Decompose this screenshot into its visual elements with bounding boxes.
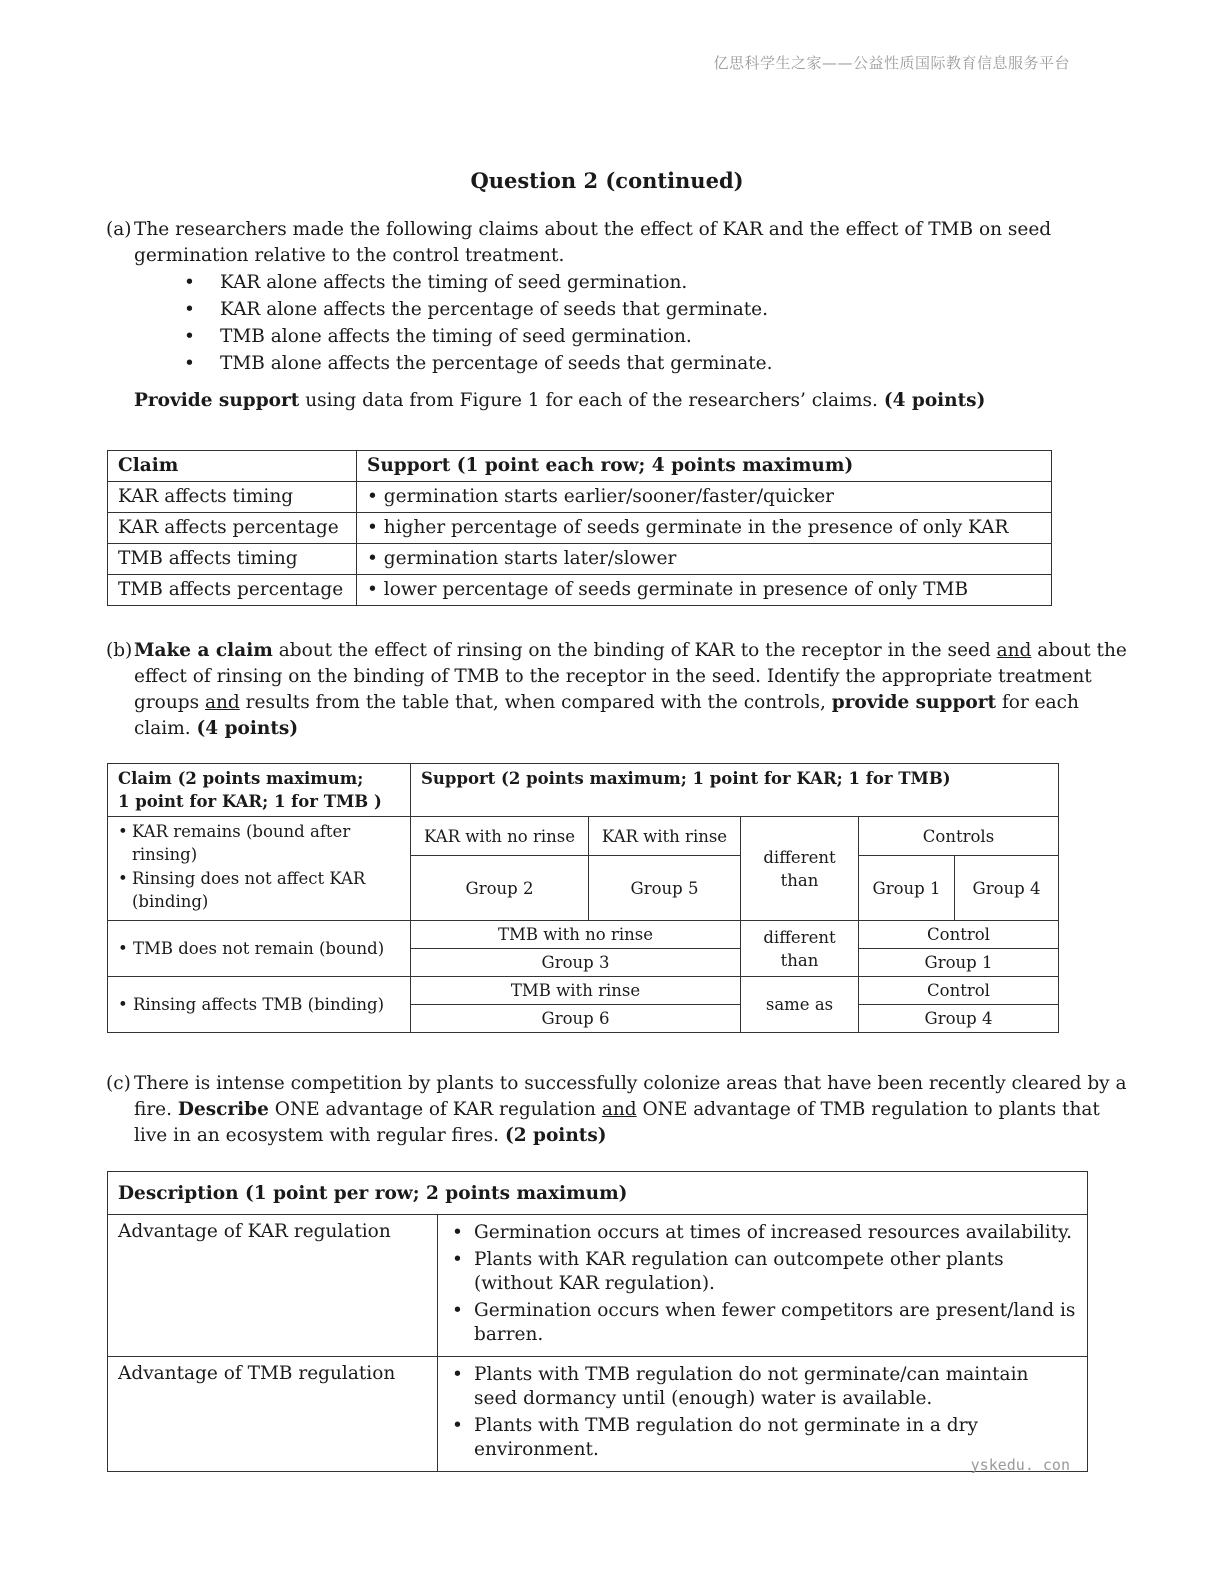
list-item: • Plants with TMB regulation do not germinate in a dry environment. bbox=[448, 1414, 1077, 1462]
claims-support-table bbox=[107, 450, 1052, 606]
header-claim bbox=[108, 764, 411, 817]
header-claim-l2: 1 point for KAR; 1 for TMB ) bbox=[118, 792, 382, 811]
b-l3c: for each bbox=[1001, 692, 1079, 713]
b-line3 bbox=[106, 690, 1106, 716]
instr-points: (4 points) bbox=[883, 390, 986, 411]
table-row bbox=[108, 513, 1052, 544]
c-l2a: fire. bbox=[134, 1099, 173, 1120]
group-4b: Group 4 bbox=[859, 1005, 1059, 1033]
header-support: Support (2 points maximum; 1 point for KAR; 1 for TMB) bbox=[411, 764, 1059, 817]
cell-support: • higher percentage of seeds germinate in the presence of only KAR bbox=[357, 513, 1052, 544]
group-6: Group 6 bbox=[411, 1005, 741, 1033]
page-header: 亿思科学生之家——公益性质国际教育信息服务平台 bbox=[713, 54, 1070, 72]
group-3: Group 3 bbox=[411, 949, 741, 977]
part-b-label: (b) bbox=[106, 640, 133, 661]
page-footer: yskedu. con bbox=[970, 1456, 1070, 1474]
table-row bbox=[108, 544, 1052, 575]
tmb-no-rinse: TMB with no rinse bbox=[411, 921, 741, 949]
table-row bbox=[108, 817, 1059, 856]
c-l2c: ONE advantage of TMB regulation to plants that bbox=[642, 1099, 1100, 1120]
header-support: Support (1 point each row; 4 points maximum) bbox=[357, 451, 1052, 482]
c-points: (2 points) bbox=[504, 1125, 607, 1146]
part-a-claims bbox=[106, 269, 1106, 377]
table-header-row bbox=[108, 451, 1052, 482]
cell-support: • germination starts earlier/sooner/faster/quicker bbox=[357, 482, 1052, 513]
part-c-intro bbox=[106, 1071, 1127, 1149]
kar-no-rinse: KAR with no rinse bbox=[411, 817, 589, 856]
cell-claim: TMB affects percentage bbox=[108, 575, 357, 606]
part-b-intro bbox=[106, 638, 1127, 742]
table-row bbox=[108, 921, 1059, 949]
b-bold1: Make a claim bbox=[134, 640, 273, 661]
c-line1: There is intense competition by plants to successfully colonize areas that have been recently cleared by a bbox=[134, 1073, 1127, 1094]
part-c-label: (c) bbox=[106, 1073, 131, 1094]
part-a-line1: The researchers made the following claims about the effect of KAR and the effect of TMB on seed bbox=[134, 219, 1052, 240]
list-item: • Germination occurs when fewer competitors are present/land is barren. bbox=[448, 1299, 1077, 1347]
part-a-label: (a) bbox=[106, 219, 132, 240]
table-row bbox=[108, 1215, 1088, 1357]
tmb-claim-1: • TMB does not remain (bound) bbox=[108, 921, 411, 977]
instr-bold: Provide support bbox=[134, 390, 300, 411]
b-l3bold: provide support bbox=[831, 692, 997, 713]
table-header-row bbox=[108, 764, 1059, 817]
instr-text: using data from Figure 1 for each of the researchers’ claims. bbox=[305, 390, 878, 411]
table-header-row bbox=[108, 1172, 1088, 1215]
list-item: • Plants with KAR regulation can outcompete other plants (without KAR regulation). bbox=[448, 1248, 1077, 1296]
b-line2: effect of rinsing on the binding of TMB to the receptor in the seed. Identify the appropriate treatment bbox=[134, 666, 1092, 687]
tmb-advantage-label: Advantage of TMB regulation bbox=[108, 1357, 438, 1472]
control-a: Control bbox=[859, 921, 1059, 949]
c-l2b: ONE advantage of KAR regulation bbox=[274, 1099, 596, 1120]
c-l3: live in an ecosystem with regular fires. bbox=[134, 1125, 500, 1146]
cell-claim: KAR affects timing bbox=[108, 482, 357, 513]
cell-claim: KAR affects percentage bbox=[108, 513, 357, 544]
table-row bbox=[108, 482, 1052, 513]
control-b: Control bbox=[859, 977, 1059, 1005]
table-row bbox=[108, 575, 1052, 606]
list-item: • KAR alone affects the timing of seed germination. bbox=[106, 269, 1106, 296]
list-item: • TMB alone affects the percentage of seeds that germinate. bbox=[106, 350, 1106, 377]
cell-support: • lower percentage of seeds germinate in presence of only TMB bbox=[357, 575, 1052, 606]
part-a-line2: germination relative to the control treatment. bbox=[134, 245, 565, 266]
rinsing-table bbox=[107, 763, 1059, 1033]
list-item: • KAR remains (bound after rinsing) bbox=[118, 820, 400, 866]
group-2: Group 2 bbox=[411, 856, 589, 921]
tmb-same-as: same as bbox=[741, 977, 859, 1033]
table-row bbox=[108, 1357, 1088, 1472]
b-points: (4 points) bbox=[196, 718, 299, 739]
c-l2bold: Describe bbox=[177, 1099, 269, 1120]
description-header: Description (1 point per row; 2 points maximum) bbox=[108, 1172, 1088, 1215]
b-l3b: results from the table that, when compared with the controls, bbox=[245, 692, 826, 713]
list-item: • Rinsing does not affect KAR (binding) bbox=[118, 867, 400, 913]
c-line3 bbox=[106, 1123, 1116, 1149]
tmb-claim-2: • Rinsing affects TMB (binding) bbox=[108, 977, 411, 1033]
part-a-intro bbox=[106, 217, 1106, 269]
group-1b: Group 1 bbox=[859, 949, 1059, 977]
kar-advantage-label: Advantage of KAR regulation bbox=[108, 1215, 438, 1357]
kar-advantage-items bbox=[438, 1215, 1088, 1357]
header-claim-l1: Claim (2 points maximum; bbox=[118, 769, 364, 788]
group-1: Group 1 bbox=[859, 856, 955, 921]
b-line4 bbox=[106, 716, 1106, 742]
cell-support: • germination starts later/slower bbox=[357, 544, 1052, 575]
group-4: Group 4 bbox=[955, 856, 1059, 921]
page-title: Question 2 (continued) bbox=[470, 168, 744, 193]
tmb-advantage-items bbox=[438, 1357, 1088, 1472]
kar-rinse: KAR with rinse bbox=[589, 817, 741, 856]
b-l3a: groups bbox=[134, 692, 200, 713]
c-line2 bbox=[106, 1097, 1116, 1123]
table-row bbox=[108, 977, 1059, 1005]
b-text2: about the bbox=[1037, 640, 1127, 661]
cell-claim: TMB affects timing bbox=[108, 544, 357, 575]
b-text1: about the effect of rinsing on the binding of KAR to the receptor in the seed bbox=[278, 640, 991, 661]
list-item: • Plants with TMB regulation do not germinate/can maintain seed dormancy until (enough) water is available. bbox=[448, 1363, 1077, 1411]
kar-claims-cell bbox=[108, 817, 411, 921]
controls-header: Controls bbox=[859, 817, 1059, 856]
tmb-different: different than bbox=[741, 921, 859, 977]
b-l3and: and bbox=[204, 692, 240, 713]
tmb-rinse: TMB with rinse bbox=[411, 977, 741, 1005]
list-item: • KAR alone affects the percentage of seeds that germinate. bbox=[106, 296, 1106, 323]
header-claim: Claim bbox=[108, 451, 357, 482]
kar-different: different than bbox=[741, 817, 859, 921]
c-l2and: and bbox=[601, 1099, 637, 1120]
list-item: • TMB alone affects the timing of seed germination. bbox=[106, 323, 1106, 350]
part-a-instruction bbox=[134, 388, 1134, 414]
group-5: Group 5 bbox=[589, 856, 741, 921]
b-and1: and bbox=[996, 640, 1032, 661]
list-item: • Germination occurs at times of increased resources availability. bbox=[448, 1221, 1077, 1245]
b-l4: claim. bbox=[134, 718, 191, 739]
description-table bbox=[107, 1171, 1088, 1472]
